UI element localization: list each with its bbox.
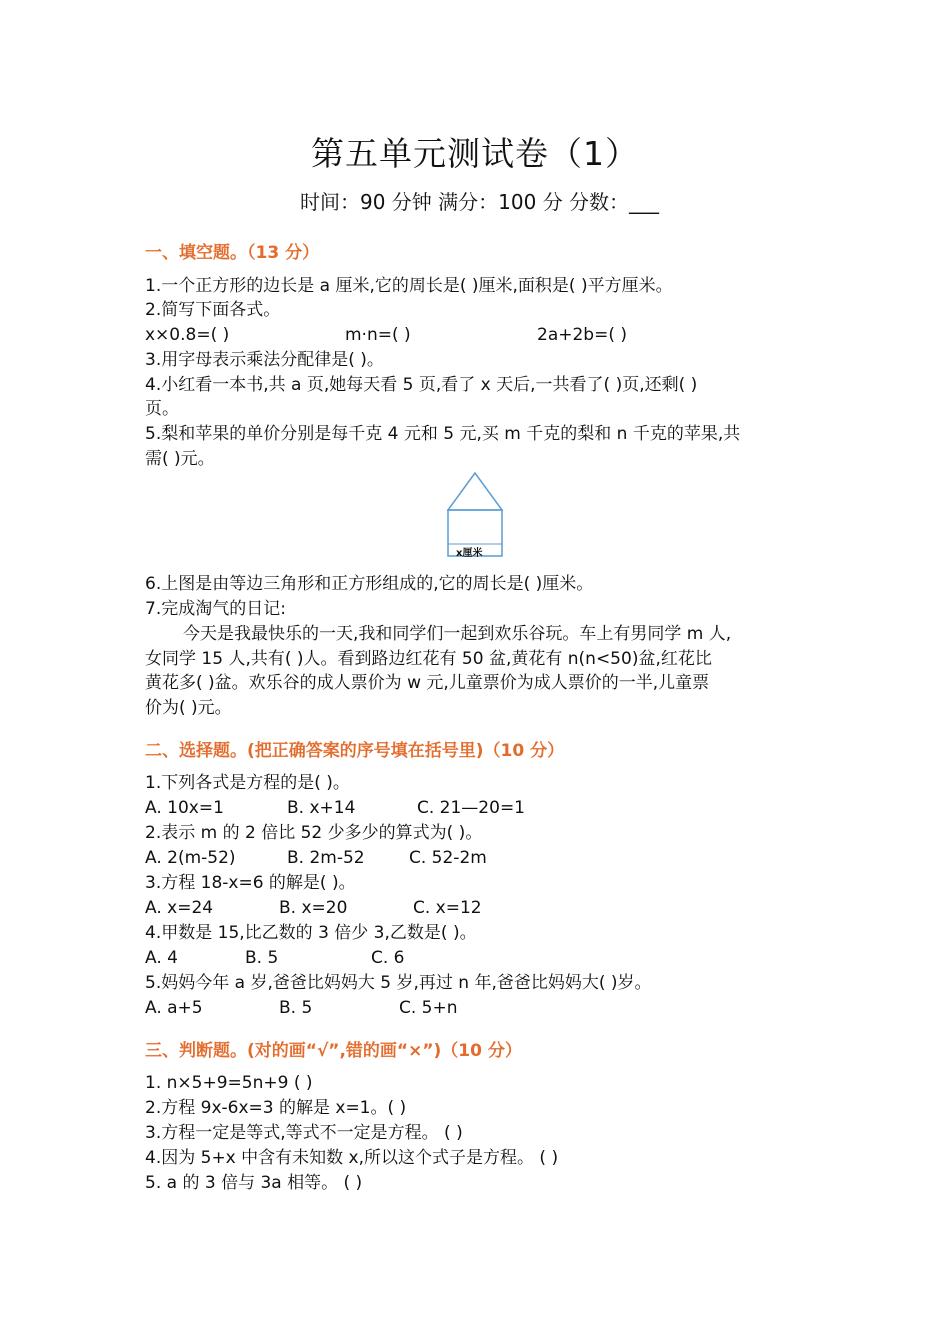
options-line — [145, 946, 405, 970]
option-a: A. 10x=1 — [145, 798, 224, 818]
option-b: B. 2m-52 — [287, 848, 365, 868]
page-title: 第五单元测试卷（1） — [311, 134, 639, 173]
question-line: 需( )元。 — [145, 449, 215, 469]
option-c: C. x=12 — [413, 898, 482, 918]
question-line: 5.妈妈今年 a 岁,爸爸比妈妈大 5 岁,再过 n 年,爸爸比妈妈大( )岁。 — [145, 973, 652, 993]
expr-1: x×0.8=( ) — [145, 325, 230, 345]
question-line: 1. n×5+9=5n+9 ( ) — [145, 1073, 313, 1093]
question-line: 女同学 15 人,共有( )人。看到路边红花有 50 盆,黄花有 n(n<50)盆,红花比 — [145, 649, 712, 669]
option-c: C. 5+n — [399, 998, 458, 1018]
question-line: 1.一个正方形的边长是 a 厘米,它的周长是( )厘米,面积是( )平方厘米。 — [145, 276, 673, 296]
options-line — [145, 996, 458, 1020]
options-line — [145, 896, 482, 920]
question-line: 1.下列各式是方程的是( )。 — [145, 773, 350, 793]
question-line: 黄花多( )盆。欢乐谷的成人票价为 w 元,儿童票价为成人票价的一半,儿童票 — [145, 673, 710, 693]
question-line: 6.上图是由等边三角形和正方形组成的,它的周长是( )厘米。 — [145, 574, 594, 594]
question-line: 5. a 的 3 倍与 3a 相等。 ( ) — [145, 1173, 363, 1193]
question-line: 2.方程 9x-6x=3 的解是 x=1。( ) — [145, 1098, 407, 1118]
question-line: 5.梨和苹果的单价分别是每千克 4 元和 5 元,买 m 千克的梨和 n 千克的苹果,共 — [145, 424, 741, 444]
expr-3: 2a+2b=( ) — [537, 325, 627, 345]
option-c: C. 52-2m — [409, 848, 487, 868]
option-a: A. x=24 — [145, 898, 214, 918]
question-line: 2.简写下面各式。 — [145, 300, 281, 320]
section-true-false: 三、判断题。(对的画“√”,错的画“×”)（10 分） — [145, 1041, 522, 1061]
section-choice: 二、选择题。(把正确答案的序号填在括号里)（10 分） — [145, 741, 565, 761]
exam-info: 时间：90 分钟 满分：100 分 分数：___ — [300, 190, 660, 214]
options-line — [145, 846, 487, 870]
question-line: 4.小红看一本书,共 a 页,她每天看 5 页,看了 x 天后,一共看了( )页,还剩( ) — [145, 375, 698, 395]
question-line: 今天是我最快乐的一天,我和同学们一起到欢乐谷玩。车上有男同学 m 人, — [183, 624, 732, 644]
expr-2: m·n=( ) — [345, 325, 411, 345]
question-line: 页。 — [145, 399, 179, 419]
option-a: A. 2(m-52) — [145, 848, 236, 868]
question-line: 3.方程一定是等式,等式不一定是方程。 ( ) — [145, 1123, 463, 1143]
question-line: 4.甲数是 15,比乙数的 3 倍少 3,乙数是( )。 — [145, 923, 477, 943]
options-line — [145, 796, 525, 820]
question-line: 4.因为 5+x 中含有未知数 x,所以这个式子是方程。 ( ) — [145, 1148, 559, 1168]
option-b: B. 5 — [245, 948, 279, 968]
option-b: B. x+14 — [287, 798, 356, 818]
question-line — [145, 323, 627, 347]
question-line: 3.用字母表示乘法分配律是( )。 — [145, 350, 384, 370]
option-b: B. x=20 — [279, 898, 348, 918]
option-c: C. 21—20=1 — [417, 798, 526, 818]
house-figure — [444, 470, 506, 564]
option-a: A. 4 — [145, 948, 178, 968]
option-a: A. a+5 — [145, 998, 203, 1018]
option-c: C. 6 — [371, 948, 405, 968]
question-line: 7.完成淘气的日记: — [145, 599, 286, 619]
figure-label: x厘米 — [456, 548, 483, 559]
question-line: 2.表示 m 的 2 倍比 52 少多少的算式为( )。 — [145, 823, 483, 843]
question-line: 价为( )元。 — [145, 698, 232, 718]
section-fill-blank: 一、填空题。（13 分） — [145, 243, 320, 263]
option-b: B. 5 — [279, 998, 313, 1018]
question-line: 3.方程 18-x=6 的解是( )。 — [145, 873, 356, 893]
